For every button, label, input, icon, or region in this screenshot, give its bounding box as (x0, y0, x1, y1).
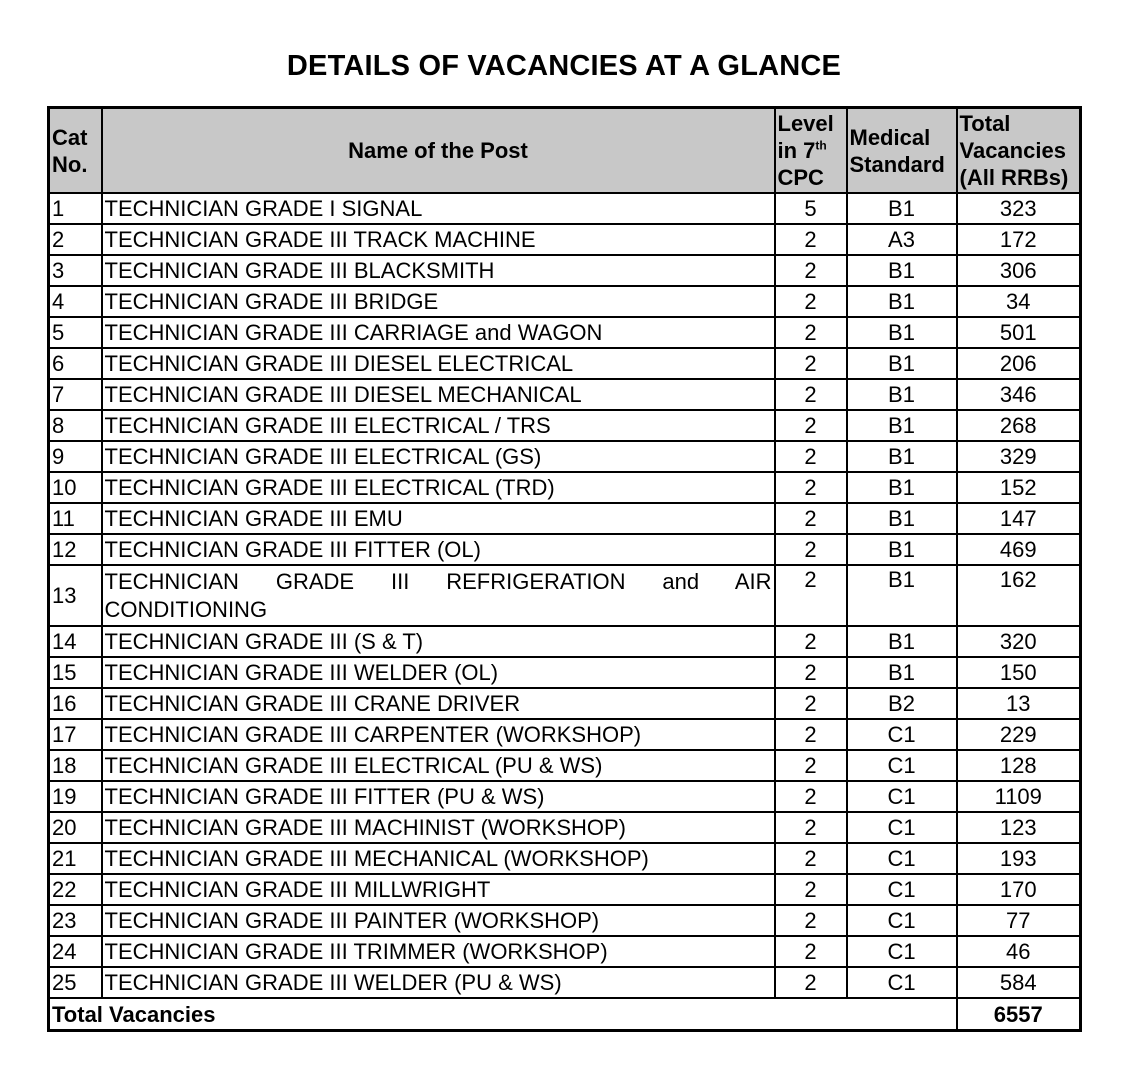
post-name-cell: TECHNICIAN GRADE III TRACK MACHINE (102, 224, 775, 255)
header-medical-line1: Medical (849, 124, 931, 150)
medical-standard-cell: C1 (847, 936, 957, 967)
total-vacancies-cell: 1109 (957, 781, 1081, 812)
level-cell: 2 (775, 812, 847, 843)
total-vacancies-cell: 128 (957, 750, 1081, 781)
table-row (49, 565, 1081, 626)
medical-standard-cell: A3 (847, 224, 957, 255)
table-row (49, 193, 1081, 224)
total-value: 6557 (957, 998, 1081, 1031)
medical-standard-cell: B1 (847, 503, 957, 534)
header-medical (847, 108, 957, 194)
header-cat-line1: Cat (52, 124, 88, 150)
total-vacancies-cell: 77 (957, 905, 1081, 936)
level-cell: 2 (775, 441, 847, 472)
post-name-cell: TECHNICIAN GRADE III WELDER (PU & WS) (102, 967, 775, 998)
cat-no-cell: 20 (49, 812, 102, 843)
level-cell: 2 (775, 936, 847, 967)
level-cell: 2 (775, 348, 847, 379)
level-cell: 2 (775, 626, 847, 657)
table-row (49, 626, 1081, 657)
cat-no-cell: 1 (49, 193, 102, 224)
post-name-cell: TECHNICIAN GRADE III (S & T) (102, 626, 775, 657)
cat-no-cell: 15 (49, 657, 102, 688)
medical-standard-cell: B1 (847, 317, 957, 348)
level-cell: 2 (775, 843, 847, 874)
cat-no-cell: 13 (49, 565, 102, 626)
post-name-cell: TECHNICIAN GRADE III MECHANICAL (WORKSHOP) (102, 843, 775, 874)
total-vacancies-cell: 268 (957, 410, 1081, 441)
level-cell: 2 (775, 472, 847, 503)
total-vacancies-cell: 320 (957, 626, 1081, 657)
table-row (49, 379, 1081, 410)
table-row (49, 719, 1081, 750)
table-body (49, 193, 1081, 998)
medical-standard-cell: B1 (847, 379, 957, 410)
total-vacancies-cell: 193 (957, 843, 1081, 874)
post-name-cell: TECHNICIAN GRADE III ELECTRICAL (TRD) (102, 472, 775, 503)
table-row (49, 812, 1081, 843)
header-total-line2: Vacancies (959, 138, 1066, 163)
total-vacancies-cell: 306 (957, 255, 1081, 286)
total-vacancies-cell: 501 (957, 317, 1081, 348)
header-cat-line2: No. (52, 151, 88, 177)
table-row (49, 750, 1081, 781)
total-vacancies-cell: 152 (957, 472, 1081, 503)
total-label: Total Vacancies (49, 998, 847, 1031)
level-cell: 2 (775, 905, 847, 936)
cat-no-cell: 25 (49, 967, 102, 998)
post-name-cell: TECHNICIAN GRADE III CARRIAGE and WAGON (102, 317, 775, 348)
cat-no-cell: 5 (49, 317, 102, 348)
total-vacancies-cell: 229 (957, 719, 1081, 750)
level-cell: 2 (775, 781, 847, 812)
table-row (49, 688, 1081, 719)
total-vacancies-cell: 323 (957, 193, 1081, 224)
medical-standard-cell: B1 (847, 255, 957, 286)
table-row (49, 348, 1081, 379)
table-row (49, 503, 1081, 534)
header-total-line1: Total (959, 111, 1011, 136)
medical-standard-cell: B1 (847, 441, 957, 472)
post-name-cell: TECHNICIAN GRADE III FITTER (OL) (102, 534, 775, 565)
medical-standard-cell: B1 (847, 348, 957, 379)
level-cell: 2 (775, 719, 847, 750)
post-name-cell: TECHNICIAN GRADE III FITTER (PU & WS) (102, 781, 775, 812)
table-row (49, 657, 1081, 688)
total-vacancies-cell: 206 (957, 348, 1081, 379)
post-name-cell: TECHNICIAN GRADE III ELECTRICAL / TRS (102, 410, 775, 441)
cat-no-cell: 16 (49, 688, 102, 719)
level-cell: 2 (775, 255, 847, 286)
cat-no-cell: 7 (49, 379, 102, 410)
table-row (49, 441, 1081, 472)
page-title: DETAILS OF VACANCIES AT A GLANCE (286, 50, 842, 82)
post-name-cell: TECHNICIAN GRADE III MILLWRIGHT (102, 874, 775, 905)
table-row (49, 317, 1081, 348)
cat-no-cell: 9 (49, 441, 102, 472)
cat-no-cell: 12 (49, 534, 102, 565)
cat-no-cell: 18 (49, 750, 102, 781)
medical-standard-cell: B1 (847, 410, 957, 441)
total-vacancies-cell: 34 (957, 286, 1081, 317)
medical-standard-cell: B1 (847, 657, 957, 688)
table-row (49, 843, 1081, 874)
header-post-name: Name of the Post (102, 108, 775, 194)
level-cell: 2 (775, 874, 847, 905)
total-vacancies-cell: 150 (957, 657, 1081, 688)
total-vacancies-cell: 172 (957, 224, 1081, 255)
total-vacancies-cell: 162 (957, 565, 1081, 626)
total-vacancies-cell: 329 (957, 441, 1081, 472)
total-vacancies-cell: 346 (957, 379, 1081, 410)
table-row (49, 905, 1081, 936)
post-name-cell: TECHNICIAN GRADE III CARPENTER (WORKSHOP) (102, 719, 775, 750)
header-level-sup: th (815, 138, 827, 153)
header-level (775, 108, 847, 194)
cat-no-cell: 21 (49, 843, 102, 874)
level-cell: 2 (775, 565, 847, 626)
header-level-line2: in 7 (777, 138, 816, 163)
table-row (49, 472, 1081, 503)
level-cell: 2 (775, 224, 847, 255)
table-row (49, 781, 1081, 812)
vacancies-table (47, 106, 1082, 1032)
medical-standard-cell: C1 (847, 750, 957, 781)
cat-no-cell: 8 (49, 410, 102, 441)
total-vacancies-cell: 584 (957, 967, 1081, 998)
post-name-cell: TECHNICIAN GRADE III BRIDGE (102, 286, 775, 317)
total-vacancies-cell: 123 (957, 812, 1081, 843)
post-name-cell: TECHNICIAN GRADE III PAINTER (WORKSHOP) (102, 905, 775, 936)
table-row (49, 874, 1081, 905)
cat-no-cell: 4 (49, 286, 102, 317)
medical-standard-cell: C1 (847, 719, 957, 750)
medical-standard-cell: C1 (847, 812, 957, 843)
level-cell: 2 (775, 286, 847, 317)
post-name-cell: TECHNICIAN GRADE III DIESEL ELECTRICAL (102, 348, 775, 379)
cat-no-cell: 3 (49, 255, 102, 286)
cat-no-cell: 2 (49, 224, 102, 255)
table-header-row (49, 108, 1081, 194)
total-gap (847, 998, 957, 1031)
post-name-cell: TECHNICIAN GRADE III CRANE DRIVER (102, 688, 775, 719)
table-row (49, 936, 1081, 967)
level-cell: 2 (775, 750, 847, 781)
table-row (49, 255, 1081, 286)
level-cell: 2 (775, 657, 847, 688)
cat-no-cell: 19 (49, 781, 102, 812)
post-name-cell: TECHNICIAN GRADE III TRIMMER (WORKSHOP) (102, 936, 775, 967)
table-row (49, 534, 1081, 565)
header-cat-no (49, 108, 102, 194)
table-row (49, 286, 1081, 317)
medical-standard-cell: B1 (847, 534, 957, 565)
medical-standard-cell: B2 (847, 688, 957, 719)
medical-standard-cell: B1 (847, 472, 957, 503)
medical-standard-cell: B1 (847, 193, 957, 224)
header-total-line3: (All RRBs) (959, 165, 1069, 190)
table-row (49, 967, 1081, 998)
table-row (49, 410, 1081, 441)
level-cell: 2 (775, 379, 847, 410)
cat-no-cell: 23 (49, 905, 102, 936)
medical-standard-cell: C1 (847, 874, 957, 905)
level-cell: 2 (775, 503, 847, 534)
level-cell: 2 (775, 967, 847, 998)
cat-no-cell: 10 (49, 472, 102, 503)
post-name-cell: TECHNICIAN GRADE I SIGNAL (102, 193, 775, 224)
post-name-cell: TECHNICIAN GRADE III BLACKSMITH (102, 255, 775, 286)
medical-standard-cell: B1 (847, 626, 957, 657)
cat-no-cell: 17 (49, 719, 102, 750)
cat-no-cell: 22 (49, 874, 102, 905)
total-vacancies-cell: 46 (957, 936, 1081, 967)
post-name-cell: TECHNICIAN GRADE III REFRIGERATION and AIR CONDITIONING (102, 565, 775, 626)
post-name-cell: TECHNICIAN GRADE III WELDER (OL) (102, 657, 775, 688)
post-name-cell: TECHNICIAN GRADE III DIESEL MECHANICAL (102, 379, 775, 410)
total-vacancies-cell: 147 (957, 503, 1081, 534)
total-vacancies-cell: 170 (957, 874, 1081, 905)
medical-standard-cell: C1 (847, 905, 957, 936)
post-name-cell: TECHNICIAN GRADE III MACHINIST (WORKSHOP) (102, 812, 775, 843)
total-row (49, 998, 1081, 1031)
medical-standard-cell: C1 (847, 781, 957, 812)
level-cell: 2 (775, 534, 847, 565)
header-level-line3: CPC (777, 165, 824, 190)
header-total (957, 108, 1081, 194)
medical-standard-cell: C1 (847, 967, 957, 998)
level-cell: 2 (775, 688, 847, 719)
total-vacancies-cell: 13 (957, 688, 1081, 719)
post-name-cell: TECHNICIAN GRADE III ELECTRICAL (GS) (102, 441, 775, 472)
medical-standard-cell: B1 (847, 565, 957, 626)
level-cell: 2 (775, 317, 847, 348)
cat-no-cell: 6 (49, 348, 102, 379)
level-cell: 2 (775, 410, 847, 441)
table-row (49, 224, 1081, 255)
cat-no-cell: 14 (49, 626, 102, 657)
cat-no-cell: 24 (49, 936, 102, 967)
cat-no-cell: 11 (49, 503, 102, 534)
total-vacancies-cell: 469 (957, 534, 1081, 565)
post-name-cell: TECHNICIAN GRADE III EMU (102, 503, 775, 534)
post-name-cell: TECHNICIAN GRADE III ELECTRICAL (PU & WS) (102, 750, 775, 781)
header-level-line1: Level (777, 111, 834, 136)
medical-standard-cell: B1 (847, 286, 957, 317)
level-cell: 5 (775, 193, 847, 224)
header-medical-line2: Standard (849, 151, 945, 177)
medical-standard-cell: C1 (847, 843, 957, 874)
